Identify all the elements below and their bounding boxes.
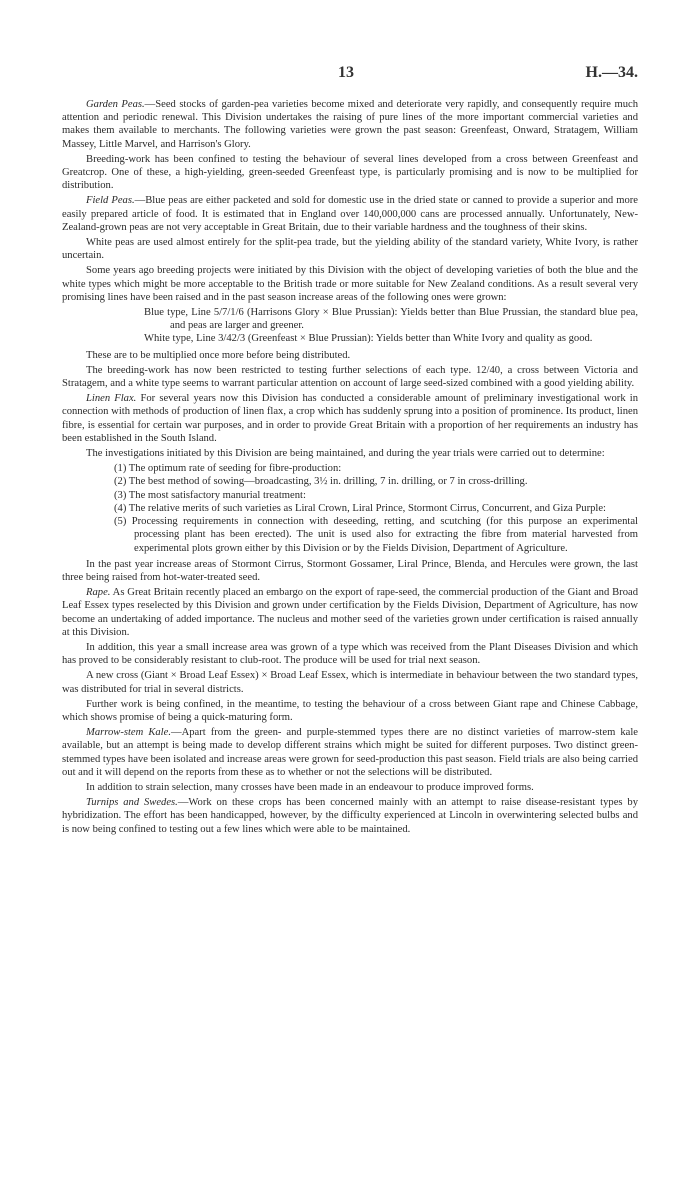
- paragraph: Some years ago breeding projects were initiated by this Division with the object of developing varieties of both the blue and the white types which might be more acceptable to the British trade or more suitable for New Zealand conditions. As a result several very promising lines have been raised and in the past season increase areas of the following ones were grown:: [62, 265, 638, 303]
- paragraph: These are to be multiplied once more before being distributed.: [86, 349, 351, 361]
- pea-line-item: Blue type, Line 5/7/1/6 (Harrisons Glory × Blue Prussian): Yields better than Blue Prussian, the standard blue pea, and peas are larger and greener.: [144, 307, 638, 332]
- paragraph-linen-flax: [62, 392, 638, 445]
- paragraph-text: —Blue peas are either packeted and sold for domestic use in the dried state or canned to provide a superior and more easily prepared article of food. It is estimated that in England over 140,000,000 cans are processed annually. Unfortunately, New-Zealand-grown peas are not very acceptable in Great Britain, due to their variable hardness and the toughness of their skins.: [62, 195, 639, 233]
- paragraph-text: —Apart from the green- and purple-stemmed types there are no distinct varieties of marrow-stem kale available, but an attempt is being made to develop different strains which might be suited for different purposes. Two distinct green-stemmed types have been isolated and increase areas were grown for seed-production this past season. Field trials are also being carried out and it will depend on the reports from these as to whether or not the selections will be distributed.: [62, 727, 638, 778]
- document-reference: H.—34.: [585, 64, 638, 81]
- list-item: (5) Processing requirements in connection with deseeding, retting, and scutching (for this purpose an experimental processing plant has been erected). The unit is used also for extracting the fibre from material harvested from experimental plots grown either by this Division or by the Fields Division, Department of Agriculture.: [114, 516, 638, 554]
- section-heading-linen-flax: Linen Flax.: [86, 393, 137, 405]
- paragraph-turnips-and-swedes: [62, 796, 638, 836]
- paragraph: Further work is being confined, in the meantime, to testing the behaviour of a cross between Giant rape and Chinese Cabbage, which shows promise of being a quick-maturing form.: [62, 698, 638, 723]
- paragraph-text: —Work on these crops has been concerned mainly with an attempt to raise disease-resistant types by hybridization. The effort has been handicapped, however, by the difficulty experienced at Lincoln in overwintering selected bulbs and is now being confined to testing out a few lines which were able to be maintained.: [62, 797, 638, 835]
- paragraph: In the past year increase areas of Stormont Cirrus, Stormont Gossamer, Liral Prince, Blenda, and Hercules were grown, the last three being raised from hot-water-treated seed.: [62, 558, 638, 583]
- paragraph-text: For several years now this Division has conducted a considerable amount of preliminary investigational work in connection with methods of production of linen flax, a crop which has suddenly sprung into a position of prominence. Its product, linen fibre, is essential for certain war purposes, and in order to provide Great Britain with a proportion of her requirements an industry has been established in the South Island.: [62, 393, 639, 444]
- paragraph: In addition, this year a small increase area was grown of a type which was received from the Plant Diseases Division and which has proved to be considerably resistant to club-root. The produce will be used for trial next season.: [62, 641, 638, 667]
- paragraph-marrow-stem-kale: [62, 726, 638, 779]
- pea-lines-list: [62, 306, 638, 346]
- page-number: 13: [338, 64, 354, 81]
- list-item: (4) The relative merits of such varieties as Liral Crown, Liral Prince, Stormont Cirrus, Concurrent, and Giza Purple:: [114, 502, 606, 514]
- section-heading-turnips-and-swedes: Turnips and Swedes.: [86, 797, 178, 809]
- paragraph-field-peas: [62, 194, 638, 234]
- paragraph: Breeding-work has been confined to testing the behaviour of several lines developed from a cross between Greenfeast and Greatcrop. One of these, a high-yielding, green-seeded Greenfeast type, is particularly promising and is now to be multiplied for distribution.: [62, 153, 638, 192]
- paragraph-text: As Great Britain recently placed an embargo on the export of rape-seed, the commercial production of the Giant and Broad Leaf Essex types reselected by this Division and grown under certification by the Fields Division, Department of Agriculture, has now become an undertaking of added importance. The nucleus and mother seed of the varieties grown under certification is raised annually at this Division.: [62, 587, 638, 638]
- pea-line-item: White type, Line 3/42/3 (Greenfeast × Blue Prussian): Yields better than White Ivory and quality as good.: [144, 333, 593, 345]
- flax-trials-list: [62, 462, 638, 554]
- paragraph: A new cross (Giant × Broad Leaf Essex) × Broad Leaf Essex, which is intermediate in behaviour between the two standard types, was distributed for trial in several districts.: [62, 670, 638, 695]
- paragraph: The investigations initiated by this Division are being maintained, and during the year trials were carried out to determine:: [86, 448, 605, 460]
- section-heading-field-peas: Field Peas.: [86, 195, 135, 207]
- section-heading-rape: Rape.: [86, 587, 111, 599]
- paragraph: In addition to strain selection, many crosses have been made in an endeavour to produce improved forms.: [86, 781, 534, 793]
- page-header: [0, 64, 700, 88]
- paragraph-text: —Seed stocks of garden-pea varieties become mixed and deteriorate very rapidly, and consequently require much attention and periodic renewal. This Division undertakes the raising of pure lines of the more important commercial varieties and makes them available to merchants. The following varieties were grown the past season: Greenfeast, Onward, Stratagem, William Massey, Little Marvel, and Harrison's Glory.: [62, 99, 638, 150]
- list-item: (1) The optimum rate of seeding for fibre-production:: [114, 463, 342, 475]
- paragraph: The breeding-work has now been restricted to testing further selections of each type. 12/40, a cross between Victoria and Stratagem, and a white type seems to warrant particular attention on account of large seed-sized combined with a good yielding ability.: [62, 364, 638, 390]
- document-body: [62, 98, 638, 838]
- paragraph: White peas are used almost entirely for the split-pea trade, but the yielding ability of the standard variety, White Ivory, is rather uncertain.: [62, 237, 638, 262]
- paragraph-garden-peas: [62, 98, 638, 151]
- section-heading-garden-peas: Garden Peas.: [86, 99, 145, 110]
- paragraph-rape: [62, 586, 638, 639]
- list-item: (3) The most satisfactory manurial treatment:: [114, 489, 306, 501]
- list-item: (2) The best method of sowing—broadcasting, 3½ in. drilling, 7 in. drilling, or 7 in cross-drilling.: [114, 476, 528, 488]
- section-heading-marrow-stem-kale: Marrow-stem Kale.: [86, 727, 171, 739]
